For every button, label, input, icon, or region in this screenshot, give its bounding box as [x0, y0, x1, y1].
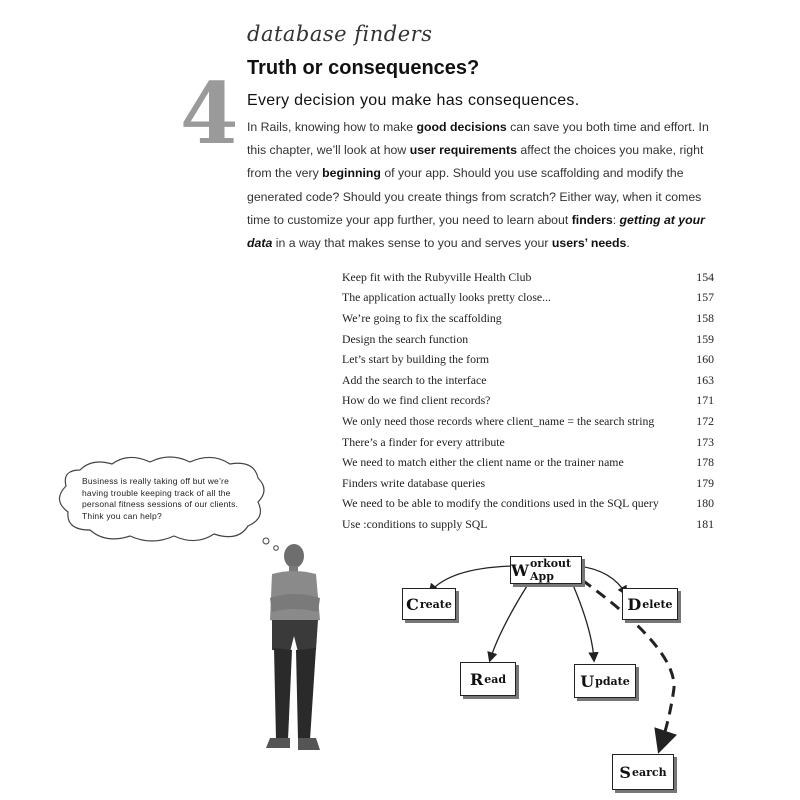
node-delete-initial: D	[627, 594, 642, 614]
intro-text: affect the choices you make, right from the very	[247, 143, 704, 181]
node-search	[612, 754, 674, 790]
toc-entry-label: We’re going to fix the scaffolding	[342, 310, 502, 325]
chapter-label: database finders	[247, 22, 433, 46]
toc-entry-label: Design the search function	[342, 331, 469, 346]
intro-text: can save you both time and effort. In this chapter, we’ll look at how	[247, 120, 709, 158]
toc-entry-label: The application actually looks pretty close...	[342, 290, 552, 305]
intro-text: in a way that makes sense to you and serves your	[272, 236, 552, 251]
toc-entry-label: Use :conditions to supply SQL	[342, 516, 488, 531]
intro-text: In Rails, knowing how to make	[247, 120, 417, 134]
node-read-initial: R	[469, 669, 484, 689]
node-read	[460, 662, 516, 696]
arrow-to-delete	[578, 566, 626, 594]
intro-text: .	[626, 236, 630, 251]
toc-entry-page: 179	[696, 475, 714, 490]
arrow-to-update	[570, 578, 594, 660]
toc-entry-label: Add the search to the interface	[342, 372, 487, 387]
toc-entry-label: We only need those records where client_name = the search string	[342, 413, 655, 428]
chapter-title: Truth or consequences?	[247, 57, 480, 79]
toc-entry-label: We need to match either the client name or the trainer name	[342, 455, 624, 470]
toc-entry-label: We need to be able to modify the conditions used in the SQL query	[342, 496, 659, 511]
toc-entry-page: 158	[696, 310, 714, 325]
toc-entry-label: Keep fit with the Rubyville Health Club	[342, 269, 532, 284]
man-head	[284, 544, 304, 568]
intro-emphasis: user requirements	[409, 143, 517, 158]
node-workout-app-initial: W	[511, 560, 529, 580]
intro-text: of your app. Should you use scaffolding and modify the generated code? Should you create things from scratch? Either way, when it comes time to customize your app further, you need to learn about	[247, 166, 702, 227]
toc-entry-page: 171	[696, 393, 714, 408]
node-update	[574, 664, 636, 698]
toc-entry-page: 178	[696, 455, 714, 470]
arrow-to-read	[490, 578, 532, 660]
toc-entry-label: Let’s start by building the form	[342, 352, 490, 367]
toc-entry-page: 172	[696, 413, 714, 428]
intro-text: :	[612, 212, 620, 227]
node-workout-app	[510, 556, 582, 584]
node-search-initial: S	[619, 762, 631, 782]
node-search-label: earch	[631, 765, 667, 779]
toc-entry-label: Finders write database queries	[342, 475, 486, 490]
toc-entry-label: How do we find client records?	[342, 393, 491, 408]
toc-entry-page: 163	[696, 372, 714, 387]
intro-emphasis: good decisions	[416, 120, 507, 134]
toc-entry-page: 157	[696, 290, 714, 305]
toc-entry-page: 180	[696, 496, 714, 511]
intro-emphasis: beginning	[322, 166, 381, 181]
node-delete	[622, 588, 678, 620]
toc-entry-page: 159	[696, 331, 714, 346]
chapter-subtitle: Every decision you make has consequences.	[247, 92, 580, 109]
node-read-label: ead	[484, 672, 507, 686]
node-create-initial: C	[406, 594, 419, 614]
man-pants	[274, 648, 316, 740]
node-create	[402, 588, 456, 620]
toc-entry-page: 173	[696, 434, 714, 449]
node-delete-label: elete	[642, 597, 673, 611]
man-shorts	[272, 620, 318, 652]
node-update-label: pdate	[595, 674, 630, 688]
toc-entry-page: 160	[696, 352, 714, 367]
node-create-label: reate	[419, 597, 452, 611]
man-illustration	[252, 540, 332, 800]
intro-emphasis: finders	[571, 212, 613, 227]
intro-emphasis: getting at your data	[247, 212, 705, 251]
node-workout-app-label: orkout App	[529, 557, 572, 583]
toc-entry-page: 181	[696, 516, 714, 531]
node-update-initial: U	[580, 671, 595, 691]
crud-diagram	[380, 548, 700, 798]
thought-bubble-text: Business is really taking off but we’re having trouble keeping track of all the personal fitness sessions of our clients. Think you can help?	[82, 476, 239, 521]
toc-entry-page: 154	[696, 269, 714, 284]
man-shoes	[266, 738, 320, 750]
toc-entry-label: There’s a finder for every attribute	[342, 434, 505, 449]
intro-emphasis: users’ needs	[551, 236, 627, 251]
chapter-number: 4	[180, 64, 239, 163]
